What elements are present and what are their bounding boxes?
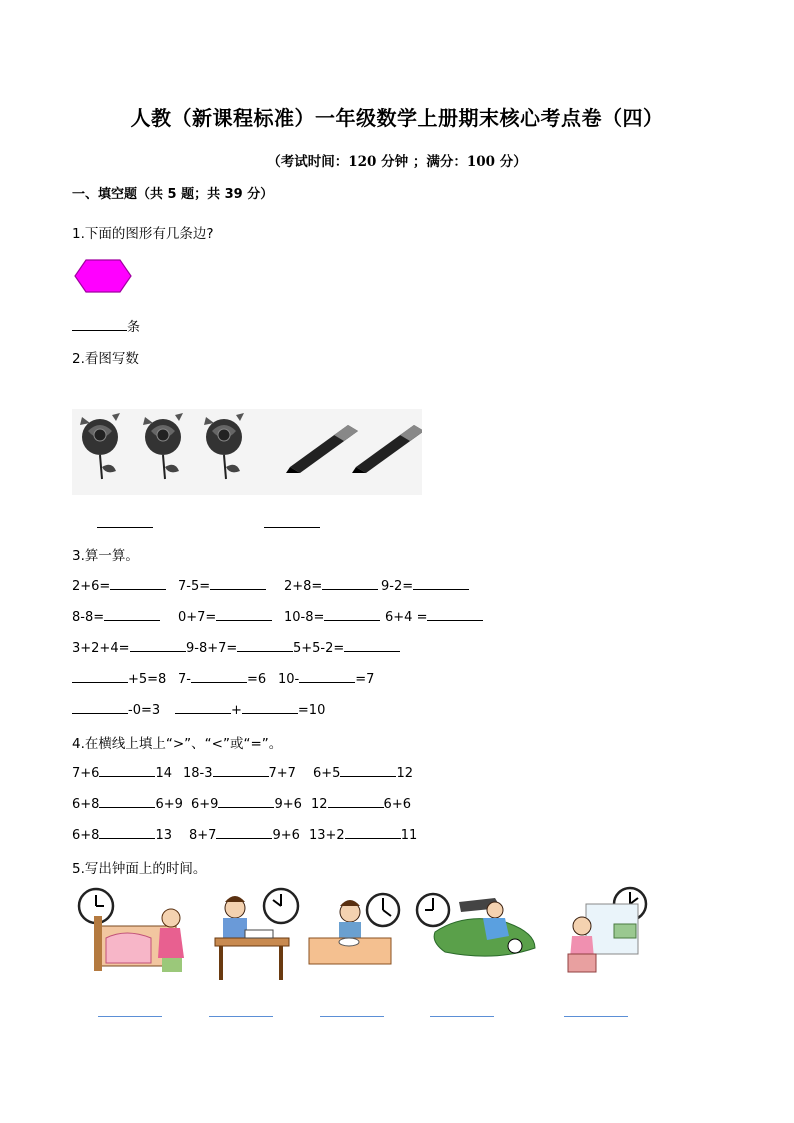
time-blank-3[interactable]	[320, 1016, 384, 1017]
page-title: 人教（新课程标准）一年级数学上册期末核心考点卷（四）	[130, 106, 664, 130]
answer-blank[interactable]	[72, 670, 128, 683]
calc-item: 9-2=	[381, 577, 469, 594]
answer-blank[interactable]	[110, 577, 166, 590]
answer-blank[interactable]	[216, 608, 272, 621]
answer-blank[interactable]	[175, 701, 231, 714]
q2-blank-pens[interactable]	[264, 527, 320, 528]
calc-item: 10-8=	[284, 608, 380, 625]
answer-blank[interactable]	[345, 826, 401, 839]
answer-blank[interactable]	[99, 764, 155, 777]
calc-item: +5=8	[72, 670, 166, 687]
calc-item: -0=3	[72, 701, 160, 718]
answer-blank[interactable]	[344, 639, 400, 652]
unit-label: 条	[127, 320, 141, 335]
answer-blank[interactable]	[213, 764, 269, 777]
calc-item: 2+8=	[284, 577, 378, 594]
compare-item: 7+6 14	[72, 766, 172, 781]
compare-item: 18-3 7+7	[183, 766, 296, 781]
calc-item: 2+6=	[72, 577, 166, 594]
answer-blank[interactable]	[210, 577, 266, 590]
compare-item: 6+5 12	[313, 766, 413, 781]
answer-blank[interactable]	[130, 639, 186, 652]
calc-item: 10- =7	[278, 672, 375, 687]
scene-looking-out-window	[562, 886, 652, 976]
time-blank-5[interactable]	[564, 1016, 628, 1017]
calc-item: 7-5=	[178, 577, 266, 594]
answer-blank[interactable]	[324, 608, 380, 621]
question-3: 3.算一算。	[72, 548, 139, 564]
clock-icon	[417, 894, 449, 926]
scene-waking-up	[76, 886, 186, 986]
answer-blank[interactable]	[237, 639, 293, 652]
calc-item: 3+2+4=	[72, 639, 186, 656]
answer-blank[interactable]	[99, 826, 155, 839]
scene-doing-homework	[205, 886, 305, 986]
clock-icon	[264, 889, 298, 923]
question-4: 4.在横线上填上“>”、“<”或“=”。	[72, 736, 283, 752]
compare-item: 6+8 6+9	[72, 797, 183, 812]
compare-item: 13+2 11	[309, 828, 418, 843]
calc-item: 0+7=	[178, 608, 272, 625]
question-2: 2.看图写数	[72, 351, 139, 367]
hexagon-figure	[74, 259, 132, 293]
rose-icon	[80, 413, 120, 479]
answer-blank[interactable]	[72, 318, 127, 331]
answer-blank[interactable]	[299, 670, 355, 683]
calc-item: 8-8=	[72, 608, 160, 625]
scene-playing-football	[415, 888, 539, 960]
pen-icon	[286, 425, 358, 473]
answer-blank[interactable]	[99, 795, 155, 808]
exam-info: （考试时间：120 分钟 ；满分：100 分）	[267, 154, 527, 170]
roses-pens-picture	[72, 409, 422, 495]
time-blank-1[interactable]	[98, 1016, 162, 1017]
calc-item: 5+5-2=	[293, 639, 400, 656]
calc-item: 7- =6	[178, 672, 267, 687]
question-5: 5.写出钟面上的时间。	[72, 861, 207, 877]
answer-blank[interactable]	[322, 577, 378, 590]
answer-blank[interactable]	[340, 764, 396, 777]
answer-blank[interactable]	[242, 701, 298, 714]
question-1: 1.下面的图形有几条边?	[72, 226, 214, 242]
section-heading: 一、填空题（共 5 题；共 39 分）	[72, 187, 274, 202]
q2-blank-roses[interactable]	[97, 527, 153, 528]
calc-item: 9-8+7=	[186, 639, 293, 656]
calc-item: 6+4 =	[385, 608, 483, 625]
answer-blank[interactable]	[427, 608, 483, 621]
scene-eating	[305, 890, 405, 970]
answer-blank[interactable]	[328, 795, 384, 808]
compare-item: 12 6+6	[311, 797, 411, 812]
answer-blank[interactable]	[104, 608, 160, 621]
time-blank-4[interactable]	[430, 1016, 494, 1017]
answer-blank[interactable]	[191, 670, 247, 683]
answer-blank[interactable]	[218, 795, 274, 808]
compare-item: 6+8 13	[72, 828, 172, 843]
compare-item: 8+7 9+6	[189, 828, 300, 843]
answer-blank[interactable]	[72, 701, 128, 714]
clock-icon	[367, 894, 399, 926]
time-blank-2[interactable]	[209, 1016, 273, 1017]
calc-item: + =10	[175, 701, 325, 718]
answer-blank[interactable]	[216, 826, 272, 839]
q1-answer-line	[72, 316, 140, 335]
compare-item: 6+9 9+6	[191, 797, 302, 812]
answer-blank[interactable]	[413, 577, 469, 590]
